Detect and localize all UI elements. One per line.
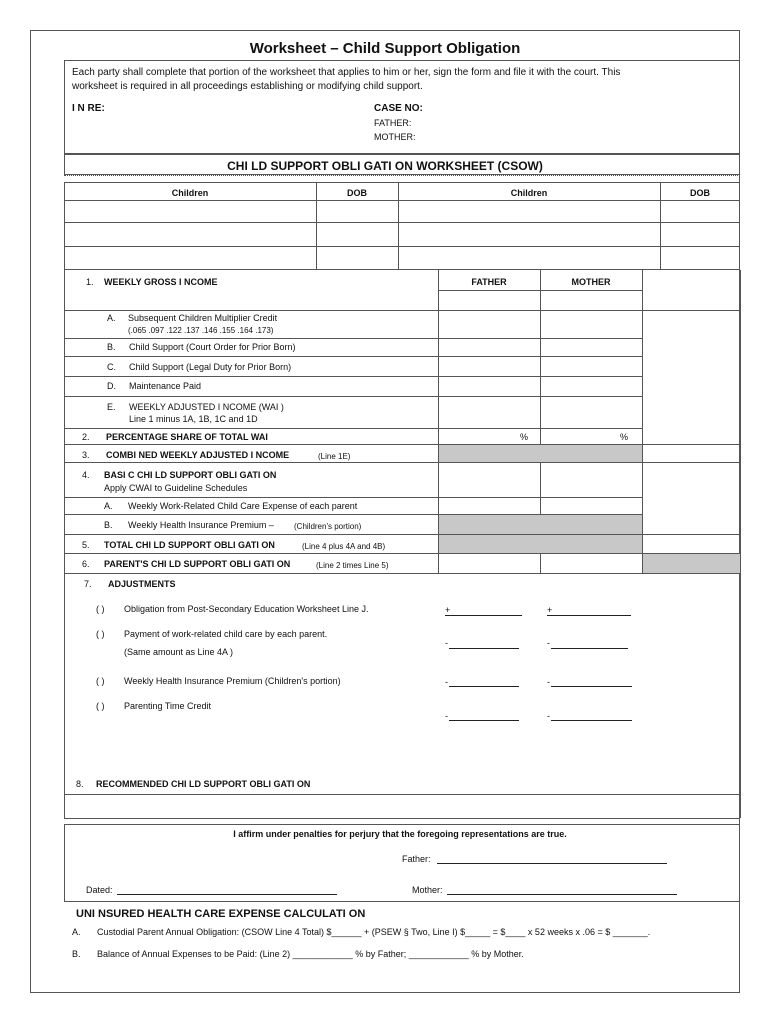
line-3-label: COMBI NED WEEKLY ADJUSTED I NCOME — [106, 450, 290, 460]
father-percent-sign: % — [520, 432, 529, 442]
adjustment-1-checkbox[interactable]: ( ) — [96, 604, 105, 614]
form-title: Worksheet – Child Support Obligation — [249, 40, 521, 57]
line-1b-label: Child Support (Court Order for Prior Born) — [129, 342, 296, 352]
uninsured-b-letter: B. — [72, 949, 81, 959]
uninsured-a-letter: A. — [72, 927, 81, 937]
adjustment-3-label: Weekly Health Insurance Premium (Children's portion) — [124, 676, 341, 686]
line-4b-label: Weekly Health Insurance Premium – — [128, 520, 274, 530]
col-dob-1: DOB — [347, 188, 367, 198]
line-7-number: 7. — [84, 579, 92, 589]
row-rule — [64, 396, 642, 397]
adjustment-2-checkbox[interactable]: ( ) — [96, 629, 105, 639]
line-1c-label: Child Support (Legal Duty for Prior Born) — [129, 362, 292, 372]
line-1d-letter: D. — [107, 381, 116, 391]
line-1b-letter: B. — [107, 342, 116, 352]
line-5-label: TOTAL CHI LD SUPPORT OBLI GATI ON — [104, 540, 275, 550]
row-rule — [64, 573, 740, 574]
adjustment-3-checkbox[interactable]: ( ) — [96, 676, 105, 686]
intro-text-line2: worksheet is required in all proceedings establishing or modifying child support. — [72, 81, 423, 92]
line-4-sub: Apply CWAI to Guideline Schedules — [104, 483, 248, 493]
case-no-label: CASE NO: — [374, 103, 423, 114]
dated-line[interactable] — [117, 894, 337, 895]
line-4a-letter: A. — [104, 501, 113, 511]
children-table-rule — [64, 222, 740, 223]
row-rule — [64, 338, 642, 339]
line-6-label: PARENT'S CHI LD SUPPORT OBLI GATI ON — [104, 559, 291, 569]
grid-bottom-border — [64, 818, 740, 819]
line-8-number: 8. — [76, 779, 84, 789]
line-5-number: 5. — [82, 540, 90, 550]
line-4b-letter: B. — [104, 520, 113, 530]
intro-text-line1: Each party shall complete that portion of the worksheet that applies to him or her, sign the form and file it with the court. This — [72, 67, 621, 78]
line-1a-letter: A. — [107, 313, 116, 323]
adjustment-4-mother-line[interactable] — [551, 720, 632, 721]
adjustment-1-mother-sign: + — [547, 605, 553, 615]
adjustment-3-father-line[interactable] — [449, 686, 519, 687]
father-label: FATHER: — [374, 118, 412, 128]
adjustment-1-mother-line[interactable] — [547, 615, 631, 616]
line-1e-label: WEEKLY ADJUSTED I NCOME (WAI ) — [129, 402, 284, 412]
adjustment-2-sub: (Same amount as Line 4A ) — [124, 647, 234, 657]
row-rule — [64, 462, 740, 463]
children-table-rule — [64, 200, 740, 201]
mother-percent-sign: % — [620, 432, 629, 442]
line-2-label: PERCENTAGE SHARE OF TOTAL WAI — [106, 432, 268, 442]
dated-label: Dated: — [86, 885, 113, 895]
grid-right-border — [740, 270, 741, 818]
line-4a-label: Weekly Work-Related Child Care Expense of each parent — [128, 501, 358, 511]
line-2-number: 2. — [82, 432, 90, 442]
row-rule — [64, 497, 642, 498]
adjustment-1-father-line[interactable] — [445, 615, 522, 616]
adjustment-2-father-line[interactable] — [449, 648, 519, 649]
csow-heading: CHI LD SUPPORT OBLI GATI ON WORKSHEET (CSOW) — [227, 159, 543, 173]
line-1a-label: Subsequent Children Multiplier Credit — [128, 313, 278, 323]
adjustment-2-mother-line[interactable] — [551, 648, 628, 649]
adjustment-4-father-line[interactable] — [449, 720, 519, 721]
line-4b-note: (Children's portion) — [294, 522, 362, 531]
col-father: FATHER — [471, 277, 507, 287]
line-1-number: 1. — [86, 277, 94, 287]
line-3-number: 3. — [82, 450, 90, 460]
adjustment-2-father-sign: - — [445, 638, 448, 648]
line-1e-letter: E. — [107, 402, 116, 412]
line-6-number: 6. — [82, 559, 90, 569]
adjustment-4-label: Parenting Time Credit — [124, 701, 212, 711]
col-dob-2: DOB — [690, 188, 710, 198]
adjustment-4-father-sign: - — [445, 711, 448, 721]
mother-signature-label: Mother: — [412, 885, 443, 895]
adjustment-2-mother-sign: - — [547, 638, 550, 648]
row-rule — [64, 794, 740, 795]
uninsured-a-text: Custodial Parent Annual Obligation: (CSOW Line 4 Total) $______ + (PSEW § Two, Line I) $_____ = $____ x 52 weeks x .06 = $ _______. — [97, 927, 651, 937]
line-8-label: RECOMMENDED CHI LD SUPPORT OBLI GATI ON — [96, 779, 311, 789]
shaded-cell — [439, 445, 642, 462]
grid-left-border — [64, 270, 65, 818]
line-1a-multipliers: (.065 .097 .122 .137 .146 .155 .164 .173) — [128, 326, 274, 335]
adjustment-4-checkbox[interactable]: ( ) — [96, 701, 105, 711]
row-rule — [64, 376, 642, 377]
father-signature-label: Father: — [402, 854, 431, 864]
line-6-note: (Line 2 times Line 5) — [316, 561, 389, 570]
row-rule — [64, 310, 740, 311]
line-4-number: 4. — [82, 470, 90, 480]
line-1-label: WEEKLY GROSS I NCOME — [104, 277, 218, 287]
line-3-note: (Line 1E) — [318, 452, 351, 461]
row-rule — [64, 356, 642, 357]
adjustment-4-mother-sign: - — [547, 711, 550, 721]
mother-signature-line[interactable] — [447, 894, 677, 895]
col-children-1: Children — [171, 188, 209, 198]
in-re-label: I N RE: — [72, 103, 105, 114]
adjustment-3-mother-sign: - — [547, 677, 550, 687]
uninsured-health-heading: UNI NSURED HEALTH CARE EXPENSE CALCULATI ON — [76, 908, 366, 920]
row-rule — [64, 553, 740, 554]
adjustment-1-label: Obligation from Post-Secondary Education Worksheet Line J. — [124, 604, 369, 614]
adjustment-3-father-sign: - — [445, 677, 448, 687]
line-4-label: BASI C CHI LD SUPPORT OBLI GATI ON — [104, 470, 277, 480]
affirmation-text: I affirm under penalties for perjury that the foregoing representations are true. — [233, 829, 567, 839]
col-children-2: Children — [510, 188, 548, 198]
row-rule — [438, 290, 642, 291]
adjustment-3-mother-line[interactable] — [551, 686, 632, 687]
line-1d-label: Maintenance Paid — [129, 381, 202, 391]
line-5-note: (Line 4 plus 4A and 4B) — [302, 542, 386, 551]
mother-col-right — [642, 270, 643, 573]
shaded-cell — [643, 554, 740, 573]
line-1c-letter: C. — [107, 362, 116, 372]
col-mother: MOTHER — [571, 277, 611, 287]
mother-label: MOTHER: — [374, 132, 416, 142]
dotted-rule — [64, 175, 740, 176]
uninsured-b-text: Balance of Annual Expenses to be Paid: (Line 2) ____________ % by Father; ____________ % by Mother. — [97, 949, 524, 959]
line-1e-sub: Line 1 minus 1A, 1B, 1C and 1D — [129, 414, 258, 424]
father-signature-line[interactable] — [437, 863, 667, 864]
adjustment-1-father-sign: + — [445, 605, 451, 615]
adjustment-2-label: Payment of work-related child care by each parent. — [124, 629, 328, 639]
shaded-cell — [439, 515, 642, 534]
line-7-label: ADJUSTMENTS — [108, 579, 176, 589]
row-rule — [64, 428, 642, 429]
children-table-rule — [64, 246, 740, 247]
shaded-cell — [439, 535, 642, 553]
